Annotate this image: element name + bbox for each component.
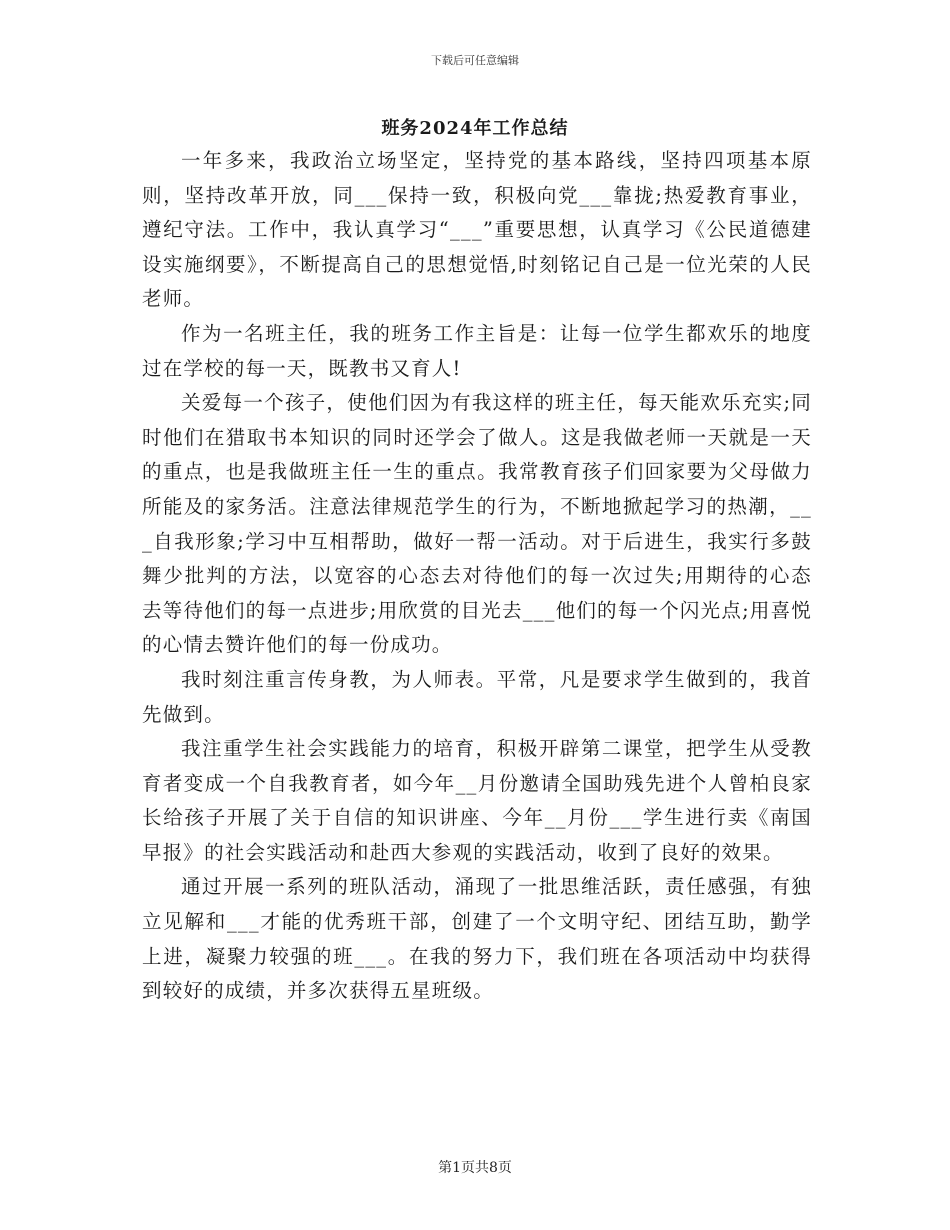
paragraph-political-stance: 一年多来，我政治立场坚定，坚持党的基本路线，坚持四项基本原则，坚持改革开放，同___保持一致，积极向党___靠拢;热爱教育事业，遵纪守法。工作中，我认真学习“___”重要思想，认真学习《公民道德建设实施纲要》，不断提高自己的思想觉悟,时刻铭记自己是一位光荣的人民老师。 (142, 149, 812, 311)
paragraph-class-activities: 通过开展一系列的班队活动，涌现了一批思维活跃，责任感强，有独立见解和___才能的优秀班干部，创建了一个文明守纪、团结互助，勤学上进，凝聚力较强的班___。在我的努力下，我们班在各项活动中均获得到较好的成绩，并多次获得五星班级。 (142, 875, 812, 1003)
page-number: 第1页共8页 (438, 1160, 512, 1176)
paragraph-work-purpose: 作为一名班主任，我的班务工作主旨是：让每一位学生都欢乐的地度过在学校的每一天，既教书又育人! (142, 321, 812, 380)
paragraph-care-for-children: 关爱每一个孩子，使他们因为有我这样的班主任，每天能欢乐充实;同时他们在猎取书本知识的同时还学会了做人。这是我做老师一天就是一天的重点，也是我做班主任一生的重点。我常教育孩子们回家要为父母做力所能及的家务活。注意法律规范学生的行为，不断地掀起学习的热潮，___自我形象;学习中互相帮助，做好一帮一活动。对于后进生，我实行多鼓舞少批判的方法，以宽容的心态去对待他们的每一次过失;用期待的心态去等待他们的每一点进步;用欣赏的目光去___他们的每一个闪光点;用喜悦的心情去赞许他们的每一份成功。 (142, 391, 812, 657)
paragraph-social-practice: 我注重学生社会实践能力的培育，积极开辟第二课堂，把学生从受教育者变成一个自我教育者，如今年__月份邀请全国助残先进个人曾柏良家长给孩子开展了关于自信的知识讲座、今年__月份___学生进行卖《南国早报》的社会实践活动和赴西大参观的实践活动，收到了良好的效果。 (142, 737, 812, 864)
paragraph-lead-by-example: 我时刻注重言传身教，为人师表。平常，凡是要求学生做到的，我首先做到。 (142, 667, 812, 726)
document-title: 班务2024年工作总结 (381, 118, 569, 139)
header-note: 下载后可任意编辑 (431, 54, 519, 67)
document-body (142, 144, 812, 1009)
